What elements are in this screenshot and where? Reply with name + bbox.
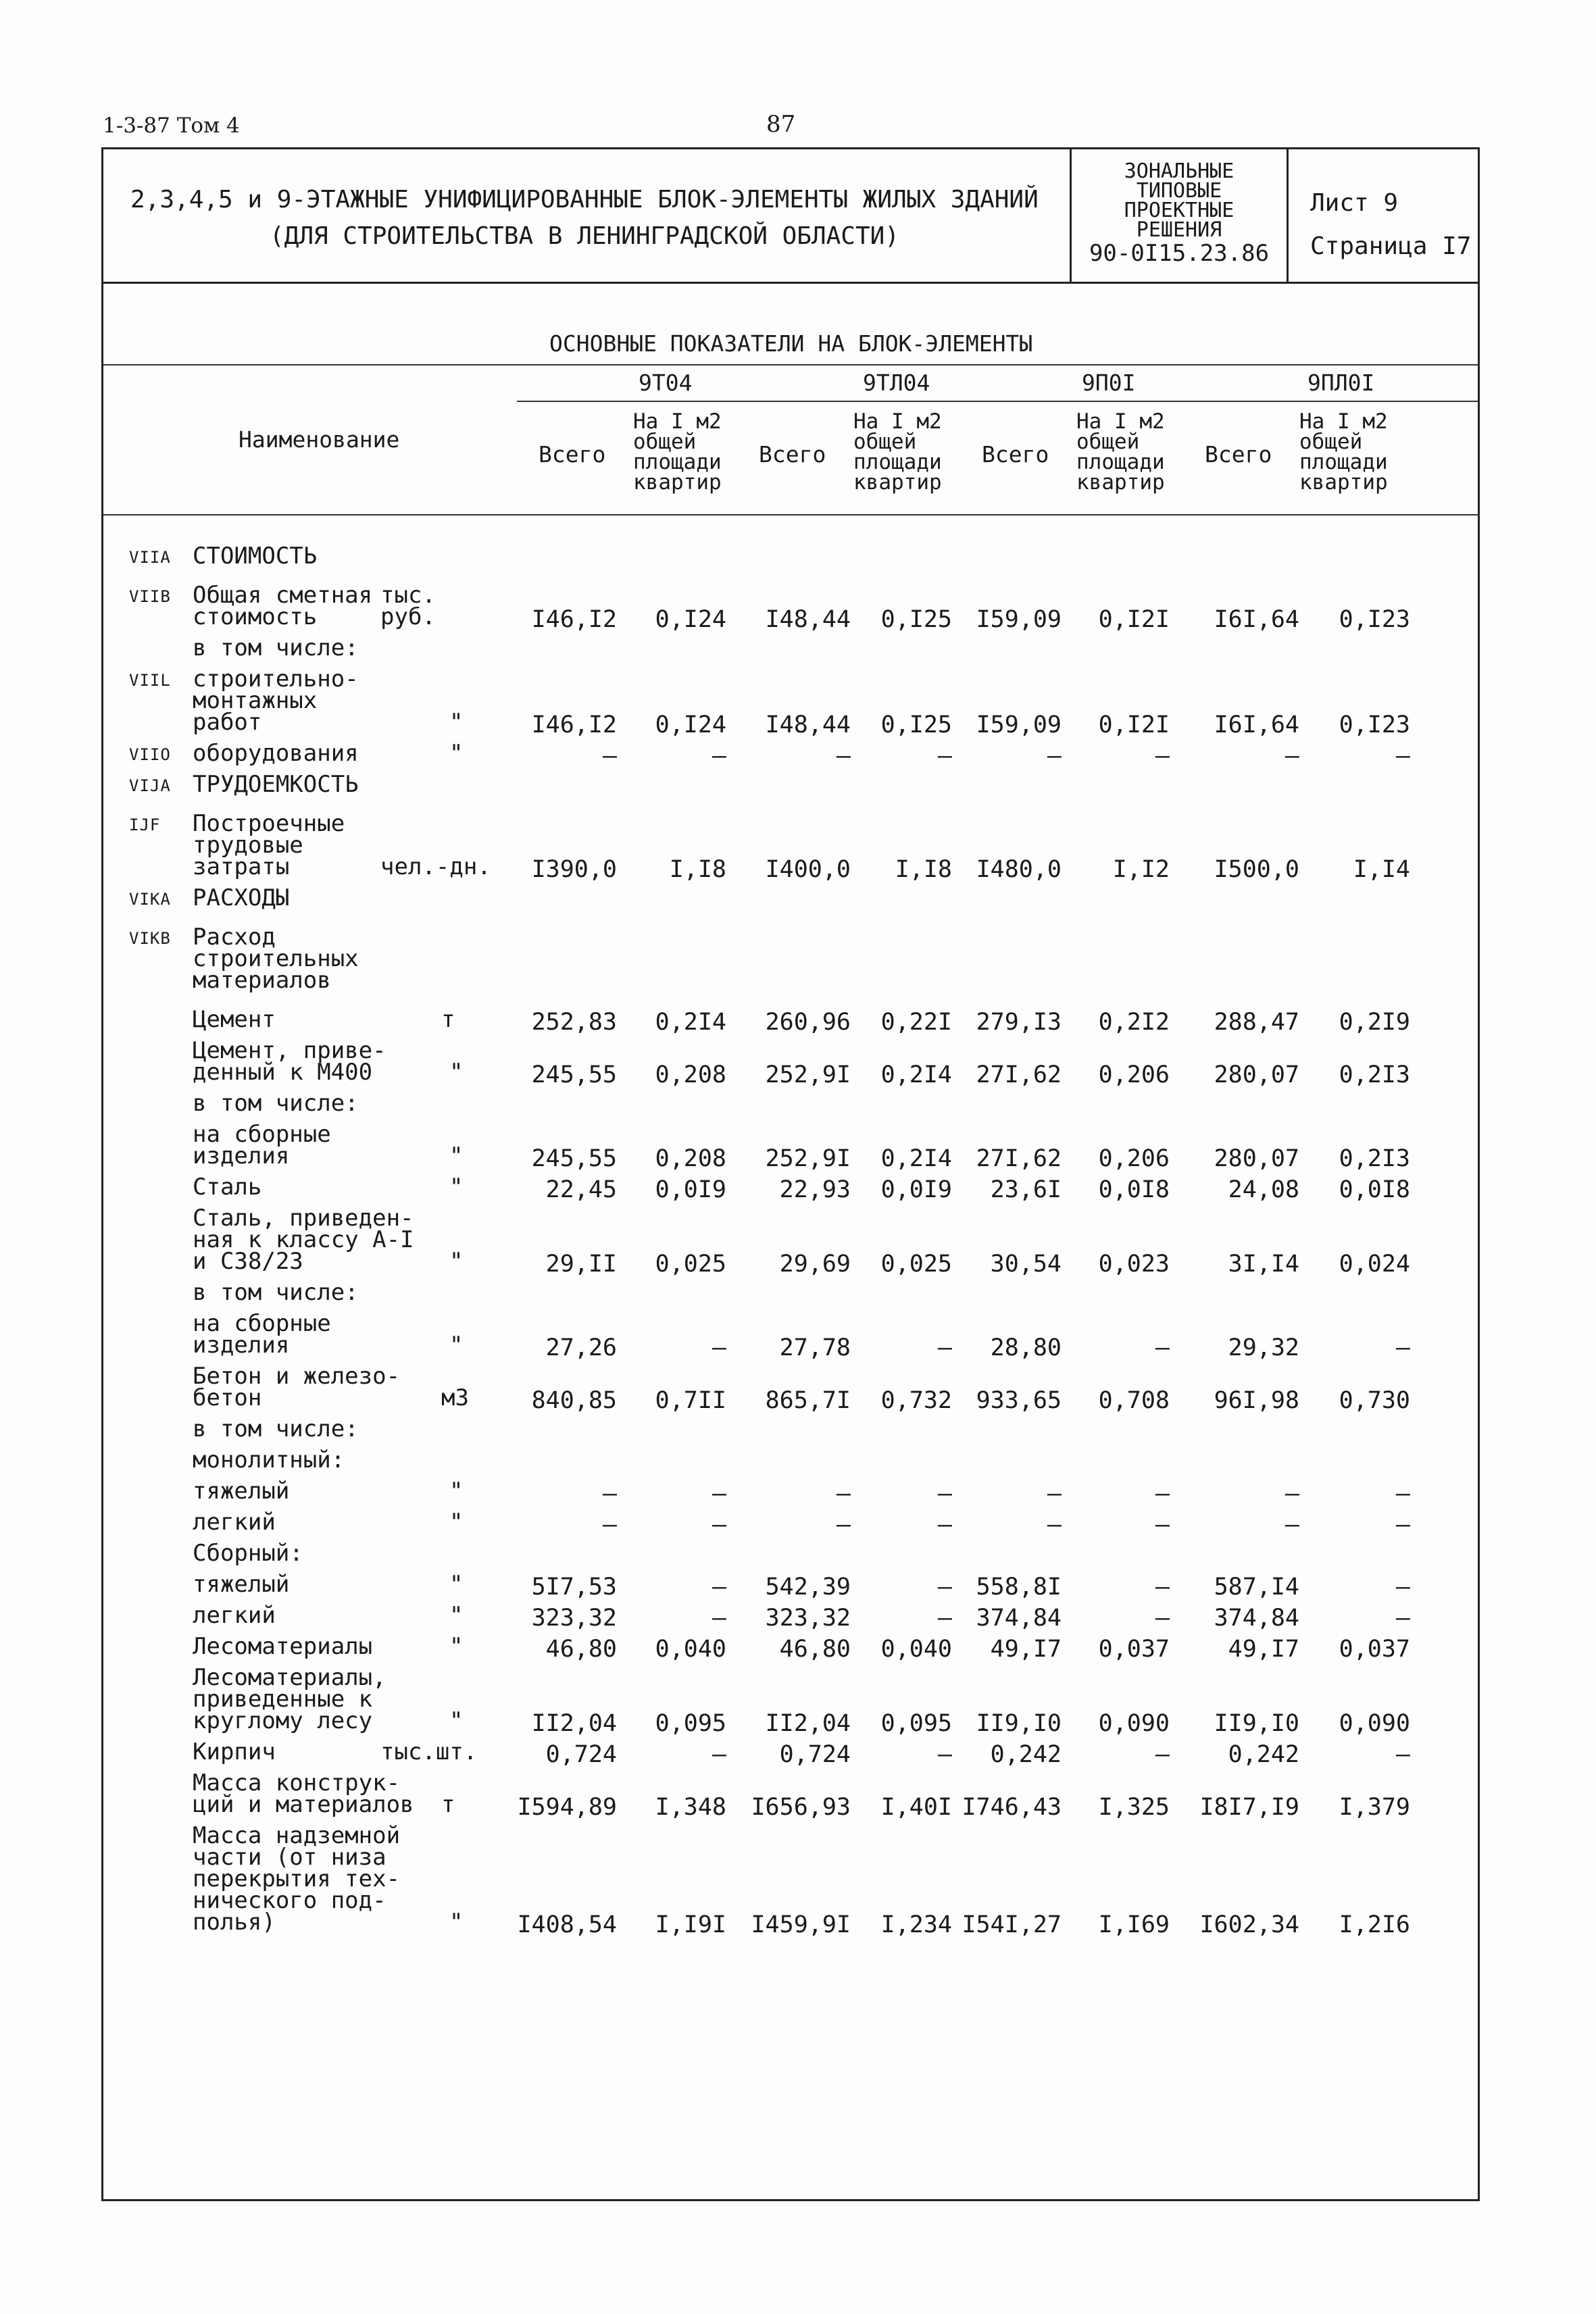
row-unit: тыс.шт. xyxy=(380,1738,478,1765)
total-value-cell: 46,80 xyxy=(545,1636,617,1663)
total-value-cell: I390,0 xyxy=(531,856,617,883)
per-m2-value-cell: 0,090 xyxy=(1339,1710,1410,1737)
total-value-cell: 23,6I xyxy=(990,1176,1062,1203)
total-value-cell: 279,I3 xyxy=(976,1009,1062,1036)
total-value-cell: 27I,62 xyxy=(976,1145,1062,1172)
row-label: Кирпич xyxy=(193,1738,276,1765)
total-value-cell: I6I,64 xyxy=(1214,711,1299,738)
sheet-frame xyxy=(101,147,1480,2201)
total-value-cell: I602,34 xyxy=(1199,1911,1299,1938)
per-m2-column-header: На I м2 общей площади квартир xyxy=(1299,409,1388,495)
row-label: монолитный: xyxy=(193,1447,345,1474)
row-label: на сборные изделия xyxy=(193,1310,331,1359)
row-label: Расход строительных материалов xyxy=(193,924,359,994)
row-code: VIIL xyxy=(129,671,171,690)
row-unit: " xyxy=(449,1909,464,1936)
per-m2-value-cell: – xyxy=(1155,1334,1170,1361)
row-label: в том числе: xyxy=(193,1279,359,1306)
total-value-cell: 323,32 xyxy=(765,1605,851,1632)
per-m2-value-cell: – xyxy=(1395,1605,1410,1632)
per-m2-value-cell: 0,2I3 xyxy=(1339,1145,1410,1172)
row-unit: т xyxy=(441,1791,455,1818)
total-value-cell: 374,84 xyxy=(1214,1605,1299,1632)
row-label: Общая сметная стоимость xyxy=(193,582,373,630)
row-label: Цемент xyxy=(193,1006,276,1033)
row-unit: " xyxy=(449,1707,464,1734)
total-value-cell: 0,724 xyxy=(545,1741,617,1768)
row-unit: " xyxy=(449,1248,464,1275)
row-code: VIJA xyxy=(129,776,171,795)
page-label: Страница I7 xyxy=(1310,232,1472,260)
per-m2-value-cell: – xyxy=(1395,1480,1410,1507)
total-value-cell: 288,47 xyxy=(1214,1009,1299,1036)
sheet-number: Лист 9 xyxy=(1310,189,1399,217)
per-m2-column-header: На I м2 общей площади квартир xyxy=(633,409,722,495)
per-m2-value-cell: 0,I2I xyxy=(1098,711,1170,738)
per-m2-value-cell: 0,I23 xyxy=(1339,606,1410,633)
per-m2-value-cell: 0,I24 xyxy=(655,606,726,633)
document-title xyxy=(130,182,1039,255)
row-code: VIKB xyxy=(129,929,171,948)
total-value-cell: – xyxy=(602,743,617,770)
per-m2-value-cell: 0,22I xyxy=(880,1009,952,1036)
total-value-cell: 840,85 xyxy=(531,1387,617,1414)
total-value-cell: – xyxy=(1285,1480,1299,1507)
row-unit: тыс. руб. xyxy=(380,582,436,630)
total-value-cell: 280,07 xyxy=(1214,1145,1299,1172)
project-type-line-3: ПРОЕКТНЫЕ xyxy=(1124,199,1235,222)
total-value-cell: I656,93 xyxy=(751,1794,851,1821)
per-m2-value-cell: – xyxy=(1155,1574,1170,1601)
total-value-cell: 374,84 xyxy=(976,1605,1062,1632)
per-m2-value-cell: – xyxy=(1395,1511,1410,1538)
row-label: Лесоматериалы, приведенные к круглому лесу xyxy=(193,1664,386,1734)
per-m2-value-cell: 0,040 xyxy=(880,1636,952,1663)
per-m2-value-cell: 0,2I4 xyxy=(880,1145,952,1172)
row-label: СТОИМОСТЬ xyxy=(193,543,318,570)
per-m2-value-cell: 0,037 xyxy=(1339,1636,1410,1663)
total-column-header: Всего xyxy=(1205,441,1272,468)
row-label: Цемент, приве- денный к М400 xyxy=(193,1037,386,1086)
row-code: VIIA xyxy=(129,548,171,567)
total-value-cell: II9,I0 xyxy=(1214,1710,1299,1737)
row-unit: " xyxy=(449,1142,464,1169)
per-m2-value-cell: – xyxy=(1155,1605,1170,1632)
row-unit: " xyxy=(449,1571,464,1598)
per-m2-column-header: На I м2 общей площади квартир xyxy=(853,409,942,495)
per-m2-value-cell: 0,037 xyxy=(1098,1636,1170,1663)
group-header: 9ПЛ0I xyxy=(1307,370,1375,396)
per-m2-value-cell: 0,025 xyxy=(655,1251,726,1278)
per-m2-value-cell: – xyxy=(937,1480,952,1507)
per-m2-value-cell: 0,I2I xyxy=(1098,606,1170,633)
per-m2-value-cell: 0,0I8 xyxy=(1098,1176,1170,1203)
total-value-cell: 27I,62 xyxy=(976,1061,1062,1088)
total-value-cell: 22,93 xyxy=(779,1176,851,1203)
project-code-block xyxy=(1070,149,1289,282)
row-label: в том числе: xyxy=(193,634,359,661)
row-unit: " xyxy=(449,1174,464,1201)
total-value-cell: 27,78 xyxy=(779,1334,851,1361)
total-value-cell: 260,96 xyxy=(765,1009,851,1036)
row-unit: чел.-дн. xyxy=(380,853,491,880)
per-m2-value-cell: – xyxy=(937,1574,952,1601)
per-m2-value-cell: – xyxy=(712,743,726,770)
total-value-cell: – xyxy=(836,1480,851,1507)
total-value-cell: I46,I2 xyxy=(531,606,617,633)
row-label: ТРУДОЕМКОСТЬ xyxy=(193,771,359,798)
per-m2-value-cell: – xyxy=(1155,1511,1170,1538)
document-reference: 1-3-87 Том 4 xyxy=(103,114,240,138)
title-block xyxy=(103,149,1478,284)
total-value-cell: – xyxy=(1285,1511,1299,1538)
per-m2-value-cell: 0,730 xyxy=(1339,1387,1410,1414)
row-label: оборудования xyxy=(193,740,359,767)
per-m2-value-cell: 0,0I9 xyxy=(880,1176,952,1203)
per-m2-value-cell: 0,732 xyxy=(880,1387,952,1414)
total-value-cell: I408,54 xyxy=(517,1911,617,1938)
row-label: Сталь, приведен- ная к классу А-I и С38/23 xyxy=(193,1205,414,1275)
total-value-cell: 0,242 xyxy=(1228,1741,1299,1768)
row-label: строительно- монтажных работ xyxy=(193,665,359,736)
row-label: РАСХОДЫ xyxy=(193,884,290,911)
total-value-cell: 0,724 xyxy=(779,1741,851,1768)
per-m2-value-cell: I,379 xyxy=(1339,1794,1410,1821)
per-m2-value-cell: 0,2I3 xyxy=(1339,1061,1410,1088)
per-m2-value-cell: I,2I6 xyxy=(1339,1911,1410,1938)
per-m2-value-cell: 0,208 xyxy=(655,1145,726,1172)
total-value-cell: I48,44 xyxy=(765,711,851,738)
total-value-cell: 30,54 xyxy=(990,1251,1062,1278)
per-m2-value-cell: – xyxy=(1395,1334,1410,1361)
per-m2-value-cell: – xyxy=(937,1605,952,1632)
total-column-header: Всего xyxy=(982,441,1049,468)
row-unit: " xyxy=(449,1332,464,1359)
row-unit: " xyxy=(449,1059,464,1086)
row-unit: " xyxy=(449,1602,464,1629)
total-value-cell: II2,04 xyxy=(765,1710,851,1737)
per-m2-value-cell: I,I8 xyxy=(669,856,726,883)
total-value-cell: 0,242 xyxy=(990,1741,1062,1768)
total-value-cell: I54I,27 xyxy=(962,1911,1062,1938)
per-m2-value-cell: 0,206 xyxy=(1098,1061,1170,1088)
table-top-rule xyxy=(103,364,1478,366)
title-line-1: 2,3,4,5 и 9-ЭТАЖНЫЕ УНИФИЦИРОВАННЫЕ БЛОК-ЭЛЕМЕНТЫ ЖИЛЫХ ЗДАНИЙ xyxy=(130,186,1039,213)
total-value-cell: 49,I7 xyxy=(1228,1636,1299,1663)
row-code: VIIB xyxy=(129,587,171,606)
project-type-line-2: ТИПОВЫЕ xyxy=(1136,179,1222,203)
total-value-cell: I59,09 xyxy=(976,606,1062,633)
total-value-cell: 22,45 xyxy=(545,1176,617,1203)
total-value-cell: 29,II xyxy=(545,1251,617,1278)
per-m2-value-cell: I,I8 xyxy=(895,856,952,883)
table-title: ОСНОВНЫЕ ПОКАЗАТЕЛИ НА БЛОК-ЭЛЕМЕНТЫ xyxy=(549,330,1033,357)
total-value-cell: – xyxy=(1047,1511,1062,1538)
per-m2-value-cell: – xyxy=(937,743,952,770)
total-value-cell: – xyxy=(1047,743,1062,770)
sheet-info xyxy=(1310,182,1471,268)
per-m2-value-cell: 0,708 xyxy=(1098,1387,1170,1414)
row-label: Масса конструк- ций и материалов xyxy=(193,1769,414,1818)
total-value-cell: 245,55 xyxy=(531,1145,617,1172)
per-m2-value-cell: I,325 xyxy=(1098,1794,1170,1821)
group-header: 9П0I xyxy=(1082,370,1136,396)
total-value-cell: I59,09 xyxy=(976,711,1062,738)
total-value-cell: 542,39 xyxy=(765,1574,851,1601)
row-unit: т xyxy=(441,1006,455,1033)
row-code: IJF xyxy=(129,815,161,834)
total-value-cell: 252,9I xyxy=(765,1061,851,1088)
total-value-cell: I480,0 xyxy=(976,856,1062,883)
per-m2-value-cell: – xyxy=(712,1741,726,1768)
total-value-cell: – xyxy=(602,1480,617,1507)
per-m2-value-cell: – xyxy=(1395,1741,1410,1768)
total-value-cell: 49,I7 xyxy=(990,1636,1062,1663)
total-column-header: Всего xyxy=(539,441,606,468)
total-value-cell: I48,44 xyxy=(765,606,851,633)
total-value-cell: – xyxy=(1047,1480,1062,1507)
total-value-cell: 252,9I xyxy=(765,1145,851,1172)
total-value-cell: 5I7,53 xyxy=(531,1574,617,1601)
per-m2-value-cell: I,I2 xyxy=(1112,856,1170,883)
row-unit: " xyxy=(449,740,464,767)
total-value-cell: 245,55 xyxy=(531,1061,617,1088)
per-m2-value-cell: 0,I25 xyxy=(880,711,952,738)
total-value-cell: I594,89 xyxy=(517,1794,617,1821)
total-value-cell: 933,65 xyxy=(976,1387,1062,1414)
title-line-2: (ДЛЯ СТРОИТЕЛЬСТВА В ЛЕНИНГРАДСКОЙ ОБЛАСТИ) xyxy=(270,222,899,250)
per-m2-value-cell: 0,I23 xyxy=(1339,711,1410,738)
row-code: VIIO xyxy=(129,745,171,764)
per-m2-value-cell: I,234 xyxy=(880,1911,952,1938)
total-value-cell: I459,9I xyxy=(751,1911,851,1938)
total-value-cell: II9,I0 xyxy=(976,1710,1062,1737)
total-value-cell: I6I,64 xyxy=(1214,606,1299,633)
group-header: 9Т04 xyxy=(639,370,693,396)
row-label: Бетон и железо- бетон xyxy=(193,1363,401,1411)
per-m2-value-cell: 0,025 xyxy=(880,1251,952,1278)
per-m2-value-cell: – xyxy=(712,1511,726,1538)
row-unit: " xyxy=(449,1509,464,1536)
per-m2-value-cell: – xyxy=(1155,743,1170,770)
row-label: легкий xyxy=(193,1509,276,1536)
project-type-line-4: РЕШЕНИЯ xyxy=(1136,218,1222,242)
per-m2-value-cell: 0,206 xyxy=(1098,1145,1170,1172)
total-value-cell: 323,32 xyxy=(531,1605,617,1632)
row-unit: " xyxy=(449,1478,464,1505)
row-label: тяжелый xyxy=(193,1478,290,1505)
page-number: 87 xyxy=(766,111,796,138)
total-column-header: Всего xyxy=(759,441,826,468)
per-m2-column-header: На I м2 общей площади квартир xyxy=(1076,409,1165,495)
per-m2-value-cell: 0,024 xyxy=(1339,1251,1410,1278)
per-m2-value-cell: 0,095 xyxy=(880,1710,952,1737)
total-value-cell: 96I,98 xyxy=(1214,1387,1299,1414)
per-m2-value-cell: 0,2I4 xyxy=(655,1009,726,1036)
row-label: Масса надземной части (от низа перекрытия тех- нического под- полья) xyxy=(193,1822,401,1936)
per-m2-value-cell: I,I9I xyxy=(655,1911,726,1938)
total-value-cell: I46,I2 xyxy=(531,711,617,738)
per-m2-value-cell: 0,090 xyxy=(1098,1710,1170,1737)
row-label: в том числе: xyxy=(193,1090,359,1117)
row-label: тяжелый xyxy=(193,1571,290,1598)
per-m2-value-cell: 0,095 xyxy=(655,1710,726,1737)
per-m2-value-cell: – xyxy=(712,1605,726,1632)
group-header: 9ТЛ04 xyxy=(863,370,930,396)
total-value-cell: I8I7,I9 xyxy=(1199,1794,1299,1821)
per-m2-value-cell: 0,0I8 xyxy=(1339,1176,1410,1203)
per-m2-value-cell: – xyxy=(1395,743,1410,770)
total-value-cell: 3I,I4 xyxy=(1228,1251,1299,1278)
per-m2-value-cell: 0,023 xyxy=(1098,1251,1170,1278)
total-value-cell: 29,69 xyxy=(779,1251,851,1278)
per-m2-value-cell: – xyxy=(712,1480,726,1507)
row-label: легкий xyxy=(193,1602,276,1629)
row-label: Построечные трудовые затраты xyxy=(193,810,345,880)
total-value-cell: II2,04 xyxy=(531,1710,617,1737)
row-unit: м3 xyxy=(441,1384,469,1411)
per-m2-value-cell: – xyxy=(937,1334,952,1361)
per-m2-value-cell: 0,I25 xyxy=(880,606,952,633)
per-m2-value-cell: I,I69 xyxy=(1098,1911,1170,1938)
total-value-cell: 46,80 xyxy=(779,1636,851,1663)
total-value-cell: 29,32 xyxy=(1228,1334,1299,1361)
per-m2-value-cell: – xyxy=(937,1741,952,1768)
total-value-cell: 27,26 xyxy=(545,1334,617,1361)
per-m2-value-cell: – xyxy=(712,1334,726,1361)
per-m2-value-cell: – xyxy=(1395,1574,1410,1601)
total-value-cell: – xyxy=(836,743,851,770)
project-type-line-1: ЗОНАЛЬНЫЕ xyxy=(1124,159,1235,183)
total-value-cell: I400,0 xyxy=(765,856,851,883)
total-value-cell: – xyxy=(1285,743,1299,770)
total-value-cell: I500,0 xyxy=(1214,856,1299,883)
row-unit: " xyxy=(449,709,464,736)
name-column-header: Наименование xyxy=(239,426,400,453)
per-m2-value-cell: – xyxy=(937,1511,952,1538)
row-code: VIKA xyxy=(129,890,171,909)
per-m2-value-cell: I,I4 xyxy=(1353,856,1410,883)
total-value-cell: 865,7I xyxy=(765,1387,851,1414)
per-m2-value-cell: – xyxy=(1155,1741,1170,1768)
per-m2-value-cell: I,40I xyxy=(880,1794,952,1821)
row-unit: " xyxy=(449,1633,464,1660)
total-value-cell: I746,43 xyxy=(962,1794,1062,1821)
per-m2-value-cell: 0,040 xyxy=(655,1636,726,1663)
per-m2-value-cell: 0,2I9 xyxy=(1339,1009,1410,1036)
per-m2-value-cell: 0,2I4 xyxy=(880,1061,952,1088)
group-rule xyxy=(517,401,1478,402)
per-m2-value-cell: 0,0I9 xyxy=(655,1176,726,1203)
per-m2-value-cell: – xyxy=(712,1574,726,1601)
per-m2-value-cell: 0,2I2 xyxy=(1098,1009,1170,1036)
per-m2-value-cell: 0,7II xyxy=(655,1387,726,1414)
header-bottom-rule xyxy=(103,514,1478,515)
row-label: на сборные изделия xyxy=(193,1121,331,1169)
row-label: Сборный: xyxy=(193,1540,303,1567)
total-value-cell: 24,08 xyxy=(1228,1176,1299,1203)
total-value-cell: 28,80 xyxy=(990,1334,1062,1361)
project-code: 90-0I15.23.86 xyxy=(1089,240,1270,267)
per-m2-value-cell: 0,I24 xyxy=(655,711,726,738)
row-label: в том числе: xyxy=(193,1415,359,1442)
total-value-cell: 252,83 xyxy=(531,1009,617,1036)
per-m2-value-cell: I,348 xyxy=(655,1794,726,1821)
row-label: Лесоматериалы xyxy=(193,1633,373,1660)
row-label: Сталь xyxy=(193,1174,262,1201)
per-m2-value-cell: – xyxy=(1155,1480,1170,1507)
total-value-cell: – xyxy=(602,1511,617,1538)
total-value-cell: 558,8I xyxy=(976,1574,1062,1601)
total-value-cell: 587,I4 xyxy=(1214,1574,1299,1601)
total-value-cell: – xyxy=(836,1511,851,1538)
per-m2-value-cell: 0,208 xyxy=(655,1061,726,1088)
total-value-cell: 280,07 xyxy=(1214,1061,1299,1088)
